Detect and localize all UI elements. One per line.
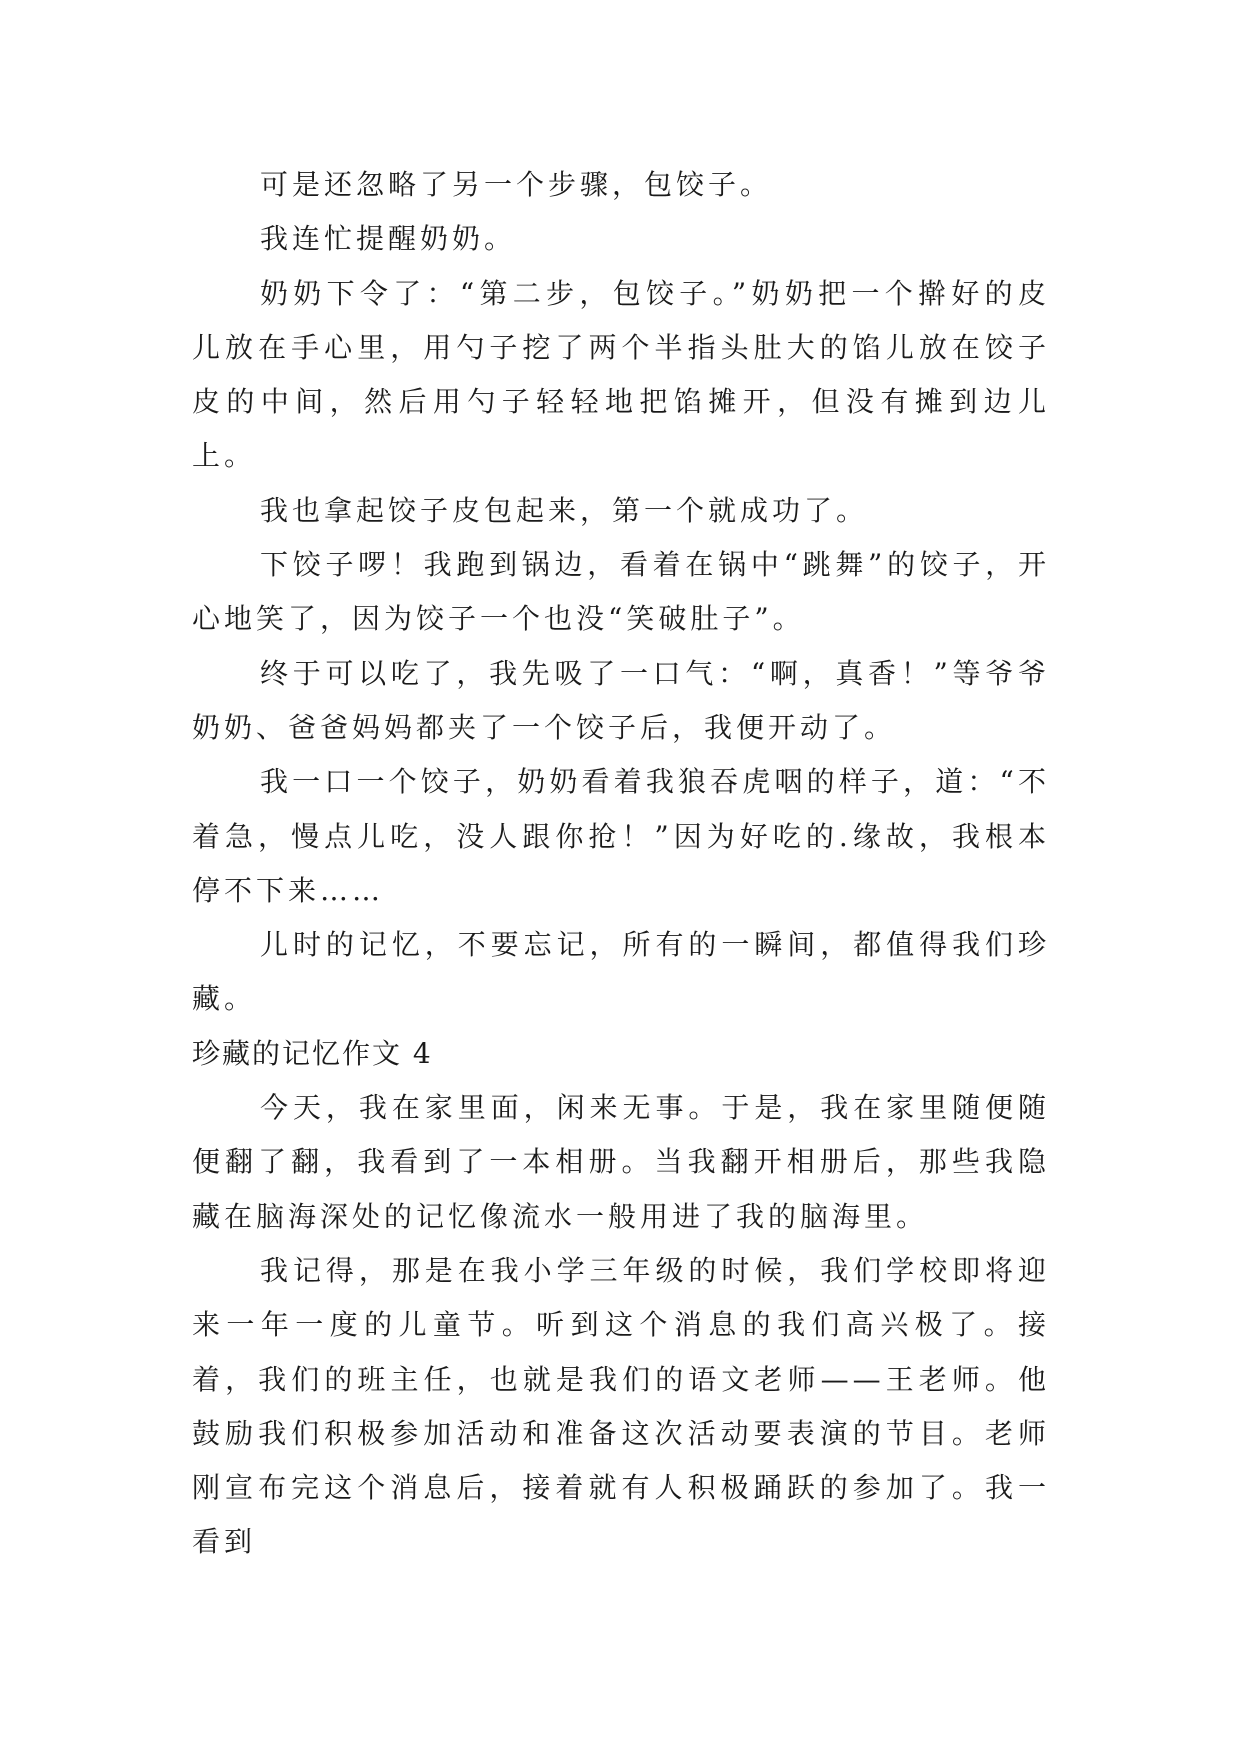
paragraph: 我也拿起饺子皮包起来，第一个就成功了。 bbox=[260, 493, 869, 527]
paragraph: 今天，我在家里面，闲来无事。于是，我在家里随便随便翻了翻，我看到了一本相册。当我翻开相册后，那些我隐藏在脑海深处的记忆像流水一般用进了我的脑海里。 bbox=[192, 1091, 1050, 1233]
paragraph: 下饺子啰！我跑到锅边，看着在锅中“跳舞”的饺子，开心地笑了，因为饺子一个也没“笑破肚子”。 bbox=[192, 548, 1050, 636]
paragraph: 我连忙提醒奶奶。 bbox=[260, 222, 517, 256]
document-body bbox=[192, 158, 1050, 1570]
paragraph: 奶奶下令了：“第二步，包饺子。”奶奶把一个擀好的皮儿放在手心里，用勺子挖了两个半指头肚大的馅儿放在饺子皮的中间，然后用勺子轻轻地把馅摊开，但没有摊到边儿上。 bbox=[192, 276, 1050, 473]
section-title: 珍藏的记忆作文 4 bbox=[192, 1036, 433, 1070]
paragraph: 我一口一个饺子，奶奶看着我狼吞虎咽的样子，道：“不着急，慢点儿吃，没人跟你抢！”因为好吃的.缘故，我根本停不下来…… bbox=[192, 765, 1050, 907]
paragraph: 儿时的记忆，不要忘记，所有的一瞬间，都值得我们珍藏。 bbox=[192, 928, 1050, 1016]
paragraph: 可是还忽略了另一个步骤，包饺子。 bbox=[260, 168, 773, 201]
paragraph: 终于可以吃了，我先吸了一口气：“啊，真香！”等爷爷奶奶、爸爸妈妈都夹了一个饺子后，我便开动了。 bbox=[192, 656, 1050, 744]
paragraph: 我记得，那是在我小学三年级的时候，我们学校即将迎来一年一度的儿童节。听到这个消息的我们高兴极了。接着，我们的班主任，也就是我们的语文老师——王老师。他鼓励我们积极参加活动和准备这次活动要表演的节目。老师刚宣布完这个消息后，接着就有人积极踊跃的参加了。我一看到 bbox=[192, 1253, 1050, 1559]
